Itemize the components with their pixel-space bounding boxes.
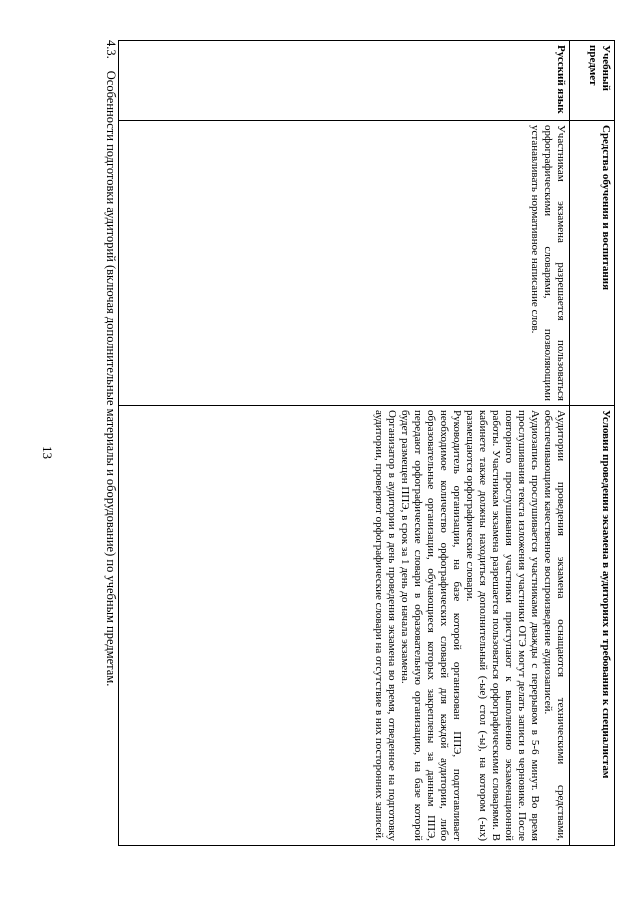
conditions-paragraph: Организатор в аудитории в день проведения экзамена во время, отведенное на подготовку аудитории, проверяют орфографические словари на отсутствие в них посторонних записей.	[373, 410, 398, 841]
section-number: 4.3.	[104, 40, 118, 59]
header-subject: Учебный предмет	[570, 41, 615, 121]
header-means: Средства обучения и воспитания	[570, 121, 615, 406]
conditions-paragraph: Аудиозапись прослушивается участниками дважды с перерывом в 5-6 минут. Во время прослушивания текста изложения участники ОГЭ могут делать записи в черновике. После повторного прослушивания участники приступают к выполнению экзаменационной работы. Участникам экзамена разрешается пользоваться орфографическими словарями. В кабинете также должны находиться дополнительный (-ые) стол (-ы), на котором (-ых) размещаются орфографические словари.	[464, 410, 541, 841]
cell-subject: Русский язык	[119, 41, 570, 121]
header-conditions: Условия проведения экзамена в аудиториях и требования к специалистам	[570, 406, 615, 846]
section-title: Особенности подготовки аудиторий (включая дополнительные материалы и оборудование) по учебным предметам.	[104, 70, 118, 687]
section-heading	[104, 40, 118, 820]
cell-conditions	[119, 406, 570, 846]
conditions-paragraph: Руководитель организации, на базе которой организован ППЭ, подготавливает необходимое количество орфографических словарей для каждой аудитории, либо образовательные организации, обучающиеся которых закреплены за данным ППЭ, передают орфографические словари в образовательную организацию, на базе которой будет размещен ППЭ, в срок за 1 день до начала экзамена.	[399, 410, 463, 841]
requirements-table	[118, 40, 615, 846]
cell-means: Участникам экзамена разрешается пользоваться орфографическими словарями, позволяющими устанавливать нормативное написание слов.	[119, 121, 570, 406]
table-row	[119, 41, 570, 846]
page-number: 13	[40, 446, 55, 459]
conditions-paragraph: Аудитории проведения экзамена оснащаются техническими средствами, обеспечивающими качественное воспроизведение аудиозаписей.	[542, 410, 567, 841]
table-header-row	[570, 41, 615, 846]
